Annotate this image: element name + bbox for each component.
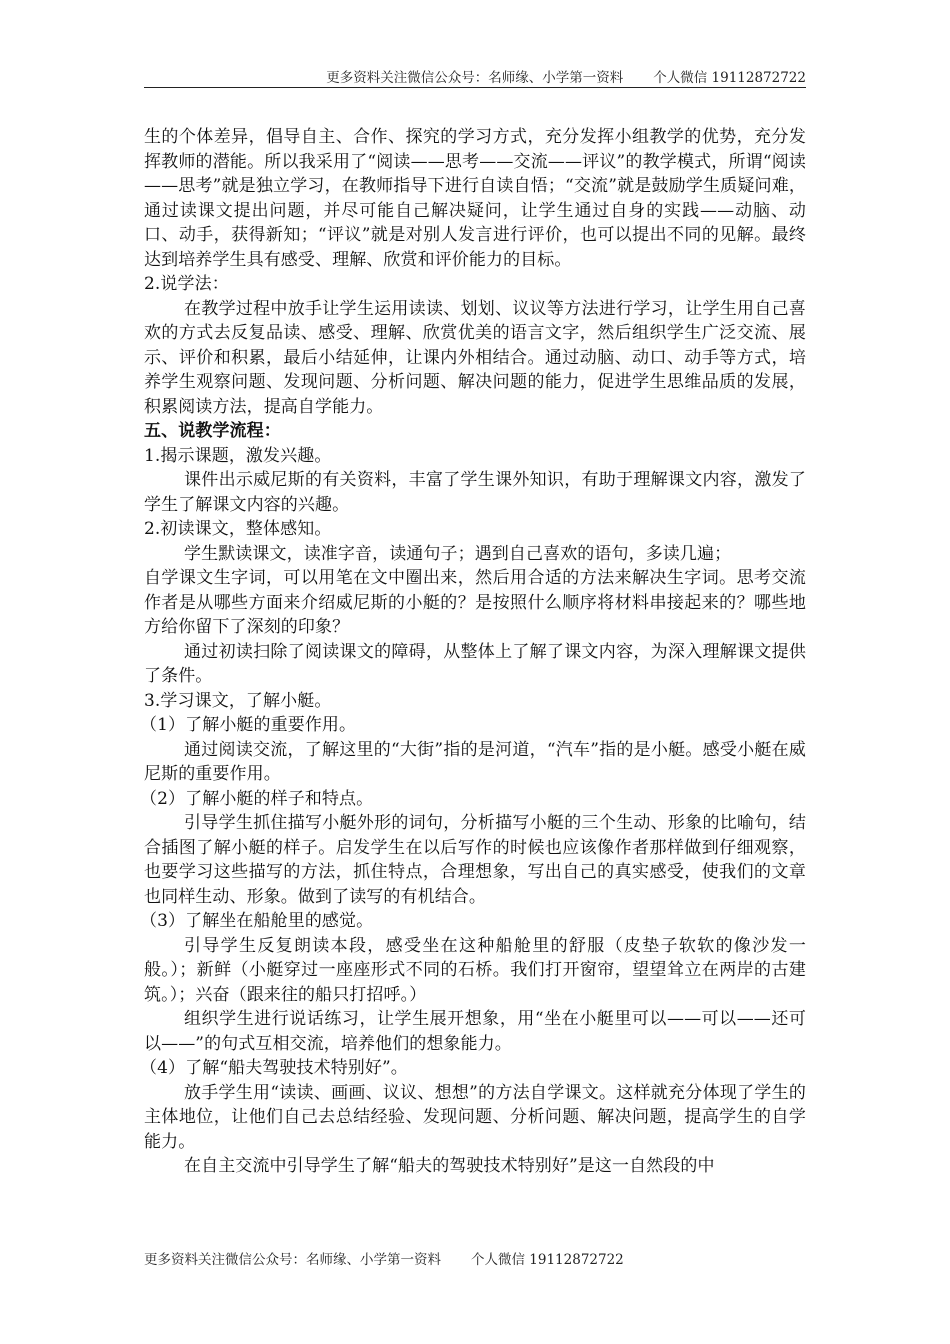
subsection-label: （2）了解小艇的样子和特点。 xyxy=(140,788,374,809)
section-label: 1.揭示课题，激发兴趣。 xyxy=(144,445,332,466)
paragraph: 通过阅读交流，了解这里的“大街”指的是河道，“汽车”指的是小艇。感受小艇在威尼斯的重要作用。 xyxy=(144,739,806,784)
subsection-label: （4）了解“船夫驾驶技术特别好”。 xyxy=(140,1058,408,1078)
paragraph: 通过初读扫除了阅读课文的障碍，从整体上了解了课文内容，为深入理解课文提供了条件。 xyxy=(144,641,806,686)
footer-source-text: 更多资料关注微信公众号：名师缘、小学第一资料 xyxy=(144,1252,441,1268)
page-footer xyxy=(144,1248,806,1268)
paragraph: 在教学过程中放手让学生运用读读、划划、议议等方法进行学习，让学生用自己喜欢的方式去反复品读、感受、理解、欣赏优美的语言文字，然后组织学生广泛交流、展示、评价和积累，最后小结延伸，让课内外相结合。通过动脑、动口、动手等方式，培养学生观察问题、发现问题、分析问题、解决问题的能力，促进学生思维品质的发展，积累阅读方法，提高自学能力。 xyxy=(144,298,806,417)
header-divider xyxy=(144,87,806,88)
subsection-label: （3）了解坐在船舱里的感觉。 xyxy=(140,911,374,931)
subsection-label: （1）了解小艇的重要作用。 xyxy=(140,715,357,735)
header-wechat-text: 个人微信 19112872722 xyxy=(653,70,806,86)
paragraph: 学生默读课文，读准字音，读通句子；遇到自己喜欢的语句，多读几遍； xyxy=(184,543,732,564)
section-label: 2.说学法： xyxy=(144,274,229,294)
page-header xyxy=(144,66,806,86)
paragraph: 课件出示威尼斯的有关资料，丰富了学生课外知识，有助于理解课文内容，激发了学生了解课文内容的兴趣。 xyxy=(144,470,806,515)
paragraph: 引导学生抓住描写小艇外形的词句，分析描写小艇的三个生动、形象的比喻句，结合插图了解小艇的样子。启发学生在以后写作的时候也应该像作者那样做到仔细观察，也要学习这些描写的方法，抓住特点，合理想象，写出自己的真实感受，使我们的文章也同样生动、形象。做到了读写的有机结合。 xyxy=(144,813,806,907)
paragraph: 放手学生用“读读、画画、议议、想想”的方法自学课文。这样就充分体现了学生的主体地位，让他们自己去总结经验、发现问题、分析问题、解决问题，提高学生的自学能力。 xyxy=(144,1082,806,1152)
header-source-text: 更多资料关注微信公众号：名师缘、小学第一资料 xyxy=(326,70,624,86)
paragraph: 在自主交流中引导学生了解“船夫的驾驶技术特别好”是这一自然段的中 xyxy=(184,1156,715,1176)
paragraph: 自学课文生字词，可以用笔在文中圈出来，然后用合适的方法来解决生字词。思考交流作者是从哪些方面来介绍威尼斯的小艇的？是按照什么顺序将材料串接起来的？哪些地方给你留下了深刻的印象？ xyxy=(144,568,806,637)
paragraph: 引导学生反复朗读本段，感受坐在这种船舱里的舒服（皮垫子软软的像沙发一般。）；新鲜（小艇穿过一座座形式不同的石桥。我们打开窗帘，望望耸立在两岸的古建筑。）；兴奋（跟来往的船只打招呼。） xyxy=(144,935,806,1005)
paragraph: 生的个体差异，倡导自主、合作、探究的学习方式，充分发挥小组教学的优势，充分发挥教师的潜能。所以我采用了“阅读——思考——交流——评议”的教学模式，所谓“阅读——思考”就是独立学习，在教师指导下进行自读自悟；“交流”就是鼓励学生质疑问难，通过读课文提出问题，并尽可能自己解决疑问，让学生通过自身的实践——动脑、动口、动手，获得新知；“评议”就是对别人发言进行评价，也可以提出不同的见解。最终达到培养学生具有感受、理解、欣赏和评价能力的目标。 xyxy=(144,127,806,270)
footer-wechat-text: 个人微信 19112872722 xyxy=(471,1252,624,1268)
document-body xyxy=(140,125,806,1179)
section-heading: 五、说教学流程： xyxy=(144,421,281,441)
section-label: 2.初读课文，整体感知。 xyxy=(144,519,332,539)
paragraph: 组织学生进行说话练习，让学生展开想象，用“坐在小艇里可以——可以——还可以——”的句式互相交流，培养他们的想象能力。 xyxy=(144,1009,806,1054)
section-label: 3.学习课文，了解小艇。 xyxy=(144,690,332,711)
